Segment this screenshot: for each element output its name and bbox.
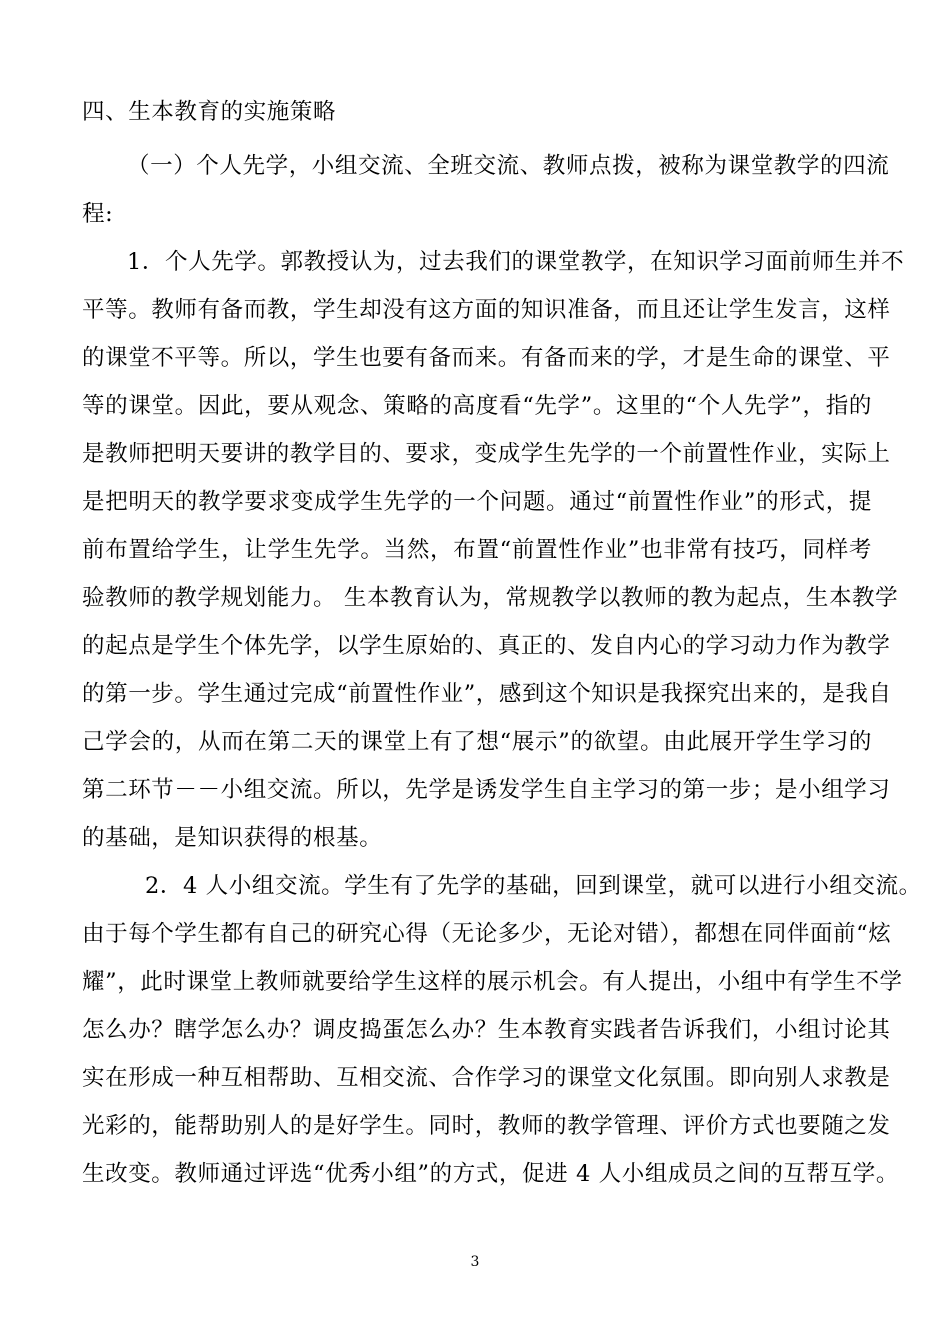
paragraph-line: 己学会的，从而在第二天的课堂上有了想“展示”的欲望。由此展开学生学习的 [82, 729, 872, 755]
section-heading: 四、生本教育的实施策略 [82, 99, 337, 125]
paragraph-line: 的基础，是知识获得的根基。 [82, 825, 383, 851]
paragraph-line: 2．4 人小组交流。学生有了先学的基础，回到课堂，就可以进行小组交流。 [145, 873, 922, 899]
subsection-heading-line: （一）个人先学，小组交流、全班交流、教师点拨，被称为课堂教学的四流 [127, 153, 890, 179]
paragraph-line: 前布置给学生，让学生先学。当然，布置“前置性作业”也非常有技巧，同样考 [82, 537, 872, 563]
paragraph-line: 的起点是学生个体先学，以学生原始的、真正的、发自内心的学习动力作为教学 [82, 633, 891, 659]
page-number: 3 [470, 1254, 480, 1270]
paragraph-line: 的第一步。学生通过完成“前置性作业”，感到这个知识是我探究出来的，是我自 [82, 681, 892, 707]
paragraph-line: 的课堂不平等。所以，学生也要有备而来。有备而来的学，才是生命的课堂、平 [82, 345, 891, 371]
paragraph-line: 是教师把明天要讲的教学目的、要求，变成学生先学的一个前置性作业，实际上 [82, 441, 891, 467]
paragraph-line: 光彩的，能帮助别人的是好学生。同时，教师的教学管理、评价方式也要随之发 [82, 1113, 891, 1139]
paragraph-line: 实在形成一种互相帮助、互相交流、合作学习的课堂文化氛围。即向别人求教是 [82, 1065, 891, 1091]
subsection-heading-line: 程: [82, 201, 114, 227]
paragraph-line: 平等。教师有备而教，学生却没有这方面的知识准备，而且还让学生发言，这样 [82, 297, 891, 323]
paragraph-line: 怎么办？瞎学怎么办？调皮捣蛋怎么办？生本教育实践者告诉我们，小组讨论其 [82, 1017, 891, 1043]
paragraph-line: 是把明天的教学要求变成学生先学的一个问题。通过“前置性作业”的形式，提 [82, 489, 872, 515]
paragraph-line: 等的课堂。因此，要从观念、策略的高度看“先学”。这里的“个人先学”，指的 [82, 393, 872, 419]
paragraph-line: 第二环节－－小组交流。所以，先学是诱发学生自主学习的第一步；是小组学习 [82, 777, 891, 803]
paragraph-line: 耀”，此时课堂上教师就要给学生这样的展示机会。有人提出，小组中有学生不学 [82, 969, 903, 995]
paragraph-line: 验教师的教学规划能力。 生本教育认为，常规教学以教师的教为起点，生本教学 [82, 585, 899, 611]
paragraph-line: 由于每个学生都有自己的研究心得（无论多少，无论对错），都想在同伴面前“炫 [82, 921, 892, 947]
paragraph-line: 1．个人先学。郭教授认为，过去我们的课堂教学，在知识学习面前师生并不 [127, 249, 905, 275]
paragraph-line: 生改变。教师通过评选“优秀小组”的方式，促进 4 人小组成员之间的互帮互学。 [82, 1161, 899, 1187]
